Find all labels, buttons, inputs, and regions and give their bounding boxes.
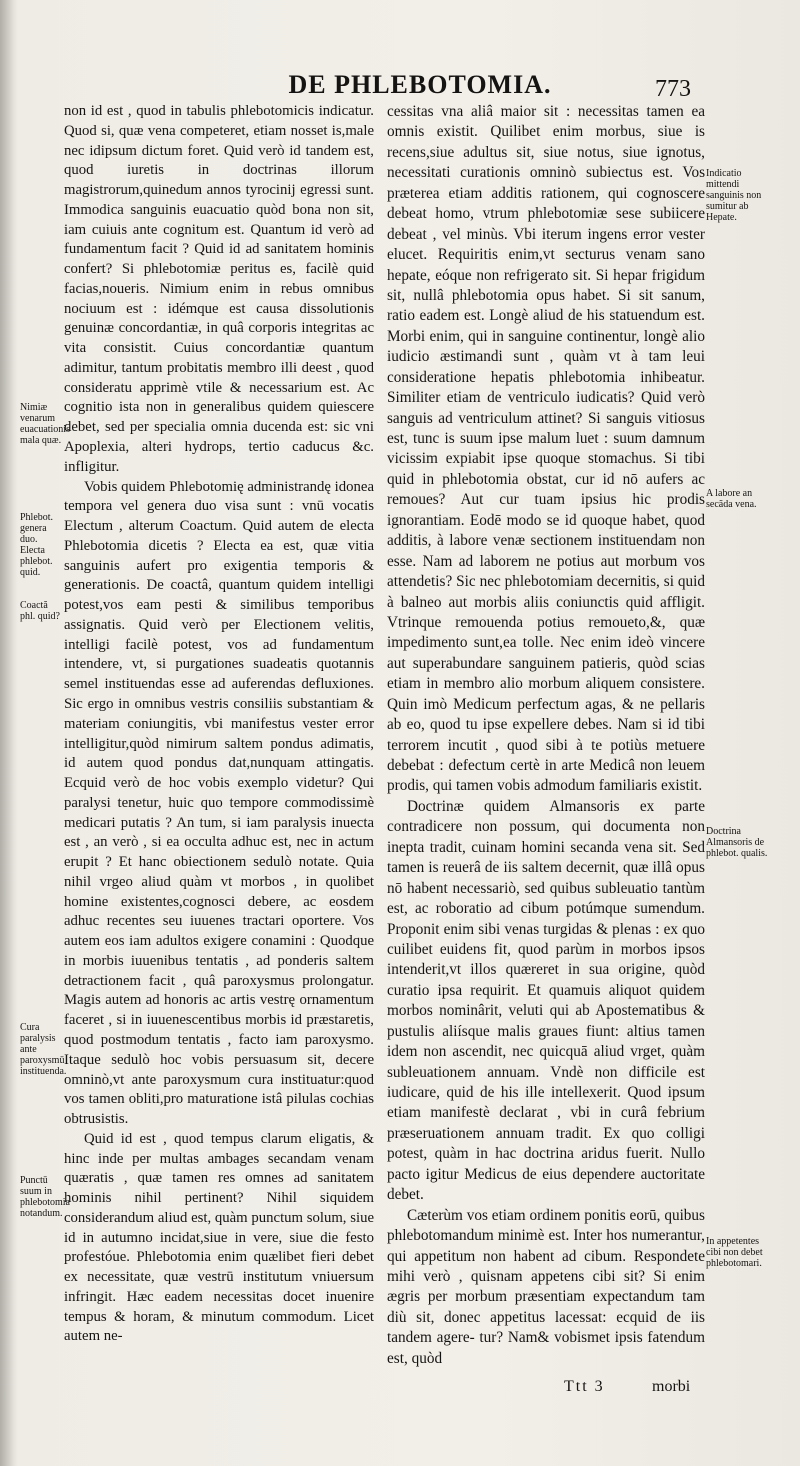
margin-note-a-labore: A labore an secãda vena. — [706, 488, 757, 510]
paragraph: cessitas vna aliâ maior sit : necessitas tamen ea omnis existit. Quilibet enim morbus, siue is recens,siue adultus sit, siue notus, siue ignotus, necessitati curationis omninò subiectus est. Vos præterea etiam additis rationem, qui cognoscere debeat homo, vtrum phlebotomiæ sese subiicere debeat , vel minùs. Vbi iterum ingens error vester elucet. Requiritis enim,vt secturus venam sano hepate, eóque non refrigerato sit. Si hepar frigidum sit, nullâ phlebotomia opus habet. Si sit sanum, ratio eadem est. Longè aliud de his statuendum est. Morbi enim, qui in sanguine continentur, longè alio iudicio æstimandi sunt , quàm vt à tam leui consideratione hepatis phlebotomia inhibeatur. Similiter etiam de ventriculo iudicatis? Quid verò sanguis ad ventriculum attinet? Si sanguis vitiosus est, tunc is suum ipse malum luet : suum damnum vicissim expiabit ipse quoque stomachus. Si tibi quid in phlebotomia obstat, cur id nō aufers ac remoues? Aut cur tuam ipsius hic prodis ignorantiam. Eodē modo se id quoque habet, quod additis, à labore venæ sectionem instituendam non esse. Nam ad laborem ne potius aut morbum vos attendetis? Sic nec phlebotomiam decernitis, si quid à balneo aut morbis aliis coniunctis quid affligit. Vtrinque remouenda potius remoueto,&, quæ impedimento sunt,ea tolle. Nec enim ideò vincere aut superabundare sanguinem patieris, quòd scias etiam in membro alio morbum aliquem consistere. Quin imò Medicum perfectum agas, & ne pellaris ab eo, quod tu ipse expellere debes. Nam si id tibi terrorem incutit , quod sibi à te potiùs metuere debebat : defectum certè in arte Medicâ non leuem prodis, qui tamen vobis admodum familiaris existit. — [387, 103, 705, 795]
margin-note-doctrina-almansoris: Doctrina Almansoris de phlebot. qualis. — [706, 826, 768, 859]
paragraph: Doctrinæ quidem Almansoris ex parte contradicere non possum, qui documenta non inepta tradit, cuinam homini secanda vena sit. Sed tamen is reuerâ de iis saltem decernit, quæ illâ opus nō habent necessariò, sed quibus subleuatio tantùm est, ac roboratio ad cibum potúmque sumendum. Proponit enim sibi venas turgidas & plenas : ex quo cuilibet euidens fit, quod parùm in morbos ipsos intenderit,vt illos quæreret in sua origine, quòd curatio ipsa requirit. Et quamuis aliquot quidem morbos nominârit, veluti qui ab Apostematibus & pustulis aliísque malis graues fiunt: altius tamen idem non ascendit, nec quicquā aliud vrget, quàm subleuationem annuam. Vndè non difficile est iudicare, quid de his ille intellexerit. Quod ipsum etiam manifestè declarat , vbi in curâ febrium præseruationem annuam tradit. Ex quo colligi potest, quàm in hac doctrina aridus fuerit. Nullo pacto igitur Medicus de eius dependere auctoritate debet. — [387, 797, 705, 1204]
margin-note-nimiae: Nimiæ venarum euacuationis mala quæ. — [20, 402, 70, 446]
paragraph: Cæterùm vos etiam ordinem ponitis eorū, quibus phlebotomandum minimè est. Inter hos numerantur, qui appetitum non habent ad cibum. Respondete mihi verò , quisnam appetens cibi sit? Si enim ægris per morbum præsentiam expectandum tam diù sit, donec appetitus lacessat: ecquid de iis tandem agere- tur? Nam& vobismet ipsis fatendum est, quòd — [387, 1206, 705, 1367]
margin-note-indicatio: Indicatio mittendi sanguinis non sumitur ab Hepate. — [706, 168, 762, 223]
signature-mark: Ttt 3 — [564, 1378, 605, 1395]
margin-note-phlebot-genera: Phlebot. genera duo. Electa phlebot. quid. — [20, 512, 54, 578]
paragraph: Vobis quidem Phlebotomię administrandę idonea tempora vel genera duo visa sunt : vnū vocatis Electum , alterum Coactum. Quid autem de electa Phlebotomia dicetis ? Electa ea est, quæ vitia sanguinis aufert pro exigentia temporis & generationis. De coactâ, quantum quidem intelligi potest,vos eam pesti & similibus temporibus assignatis. Quid verò per Electionem velitis, intelligi facilè potest, vos ad fundamentum intendere, vt, si purgationes suadeatis quotannis semel instituendas esse ad auferendas defluxiones. Sic ergo in omnibus vestris consiliis substantiam & materiam coniungitis, vbi manifestus vester error intelligitur,quòd nimirum saltem pondus adimatis, id autem quod pondus dat,nunquam attingatis. Ecquid verò de hoc vobis exemplo videtur? Qui paralysi tenetur, huic quo tempore commodissimè medicari putatis ? An tum, si iam paralysis inuecta est , an verò , si ea occulta adhuc est, nec in actum erupit ? Et hanc obiectionem sedulò notate. Quia nihil vrgeo aliud quàm vt morbos , in quolibet homine existentes,cognosci debere, ac eosdem adhuc recentes seu iuuenes tractari oportere. Vos autem eos iam adultos exigere conamini : Quodque in morbis iuuenibus tentatis , ad ponderis saltem detractionem facit , quâ paroxysmus prolongatur. Magis autem ad honoris ac artis vestrę ornamentum faceret , si in iuuenescentibus morbis id præstaretis, quod postmodum tentatis , facto iam paroxysmo. Itaque sedulò hoc vobis persuasum sit, decere omninò,vt ante paroxysmum cura instituatur:quod vos tamen obliti,pro maturatione istâ pilulas cochias obtrusistis. — [64, 478, 374, 1128]
paragraph: non id est , quod in tabulis phlebotomicis indicatur. Quod si, quæ vena competeret, etiam nosset is,male nec idipsum dictum foret. Quid verò id tandem est, quod iuretis in doctrinas illorum magistrorum,quinedum annos tyrocinij egressi sunt. Immodica sanguinis euacuatio quòd bona non sit, iam cuiuis ante cognitum est. Quantum id verò ad fundamentum facit ? Quid id ad sanitatem hominis confert? Si phlebotomiæ peritus es, facilè quid facias,noueris. Nimium enim in rebus omnibus nociuum est : idémque est causa dissolutionis genuinæ concordantiæ, in quâ corporis integritas ac vita consistit. Cuius concordantiæ quantum adimitur, tantum probitatis membro illi deest , quod consideratu apprimè vtile & necessarium est. Ac cognitio ista non in generalibus quidem quiescere debet, sed per specialia omnia ducenda est: sic vni Apoplexia, alteri hydrops, tertio caducus &c. infligitur. — [64, 103, 374, 475]
margin-note-coacta: Coactă phl. quid? — [20, 600, 60, 622]
margin-note-in-appetentes: In appetentes cibi non debet phlebotomari. — [706, 1236, 763, 1269]
gutter-shadow — [0, 0, 18, 1466]
margin-note-cura-paralysis: Cura paralysis ante paroxysmū instituenda. — [20, 1022, 67, 1077]
paragraph: Quid id est , quod tempus clarum eligatis, & hinc inde per multas ambages secandam venam quæratis , quæ tamen res omnes ad sanitatem hominis nihil pertinent? Nihil siquidem considerandum aliud est, quàm punctum solum, siue id in autumno incidat,siue in vere, siue die festo profestóue. Phlebotomia enim quælibet fieri debet ex necessitate, quæ vestrū institutum vniuersum infringit. Hæc eadem necessitas docet inuenire tempus & horam, & minutum commodum. Licet autem ne- — [64, 1130, 374, 1345]
margin-note-punctum: Punctū suum in phlebotomia notandum. — [20, 1175, 70, 1219]
right-text-column — [387, 102, 705, 1369]
running-title: DE PHLEBOTOMIA. — [288, 70, 552, 99]
catchword: morbi — [652, 1378, 691, 1395]
page-number: 773 — [655, 76, 691, 102]
left-text-column — [64, 102, 374, 1347]
